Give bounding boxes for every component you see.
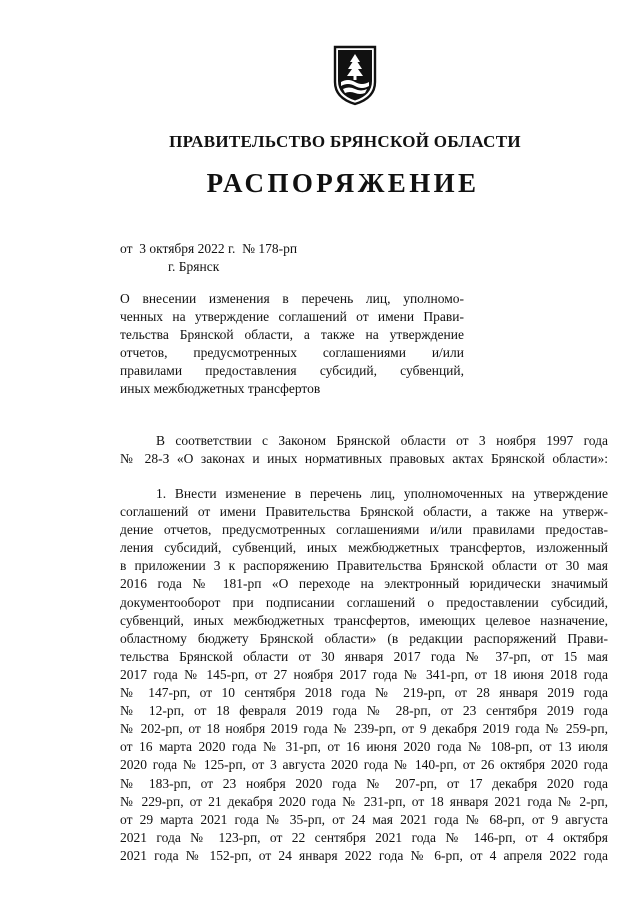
document-city: г. Брянск	[168, 259, 220, 274]
document-meta	[120, 240, 297, 276]
clause-line: соглашений от имени Правительства Брянской области, а также на утверж-	[120, 504, 608, 520]
clause-line: № 147-рп, от 10 сентября 2018 года № 219-рп, от 28 января 2019 года	[120, 685, 608, 701]
clause-1-paragraph	[120, 485, 608, 865]
clause-line: № 183-рп, от 23 ноября 2020 года № 207-рп, от 17 декабря 2020 года	[120, 775, 608, 791]
clause-line: ления субсидий, субвенций, иных межбюджетных трансфертов, изложенный	[120, 540, 608, 556]
preamble-line: № 28-З «О законах и иных нормативных правовых актах Брянской области»:	[120, 451, 608, 467]
subject-line: отчетов, предусмотренных соглашениями и/или	[120, 345, 464, 360]
preamble-line: В соответствии с Законом Брянской области от 3 ноября 1997 года	[156, 433, 608, 448]
clause-line: документооборот при подписании соглашений о предоставлении субсидий,	[120, 594, 608, 610]
clause-line: от 29 марта 2021 года № 35-рп, от 24 мая 2021 года № 68-рп, от 9 августа	[120, 811, 608, 827]
clause-line: 2017 года № 145-рп, от 27 ноября 2017 года № 341-рп, от 18 июня 2018 года	[120, 666, 608, 682]
preamble-paragraph	[120, 432, 608, 468]
clause-line: № 12-рп, от 18 февраля 2019 года № 28-рп, от 23 сентября 2019 года	[120, 703, 608, 719]
coat-of-arms-icon	[332, 44, 378, 106]
clause-line: дение отчетов, предусмотренных соглашениями и/или правилами предостав-	[120, 522, 608, 538]
document-type-title: РАСПОРЯЖЕНИЕ	[206, 168, 480, 198]
clause-line: от 16 марта 2020 года № 31-рп, от 16 июня 2020 года № 108-рп, от 13 июля	[120, 739, 608, 755]
subject-line: иных межбюджетных трансфертов	[120, 381, 321, 396]
clause-line: тельства Брянской области от 30 января 2017 года № 37-рп, от 15 мая	[120, 648, 608, 664]
clause-line: 2021 года № 152-рп, от 24 января 2022 года № 6-рп, от 4 апреля 2022 года	[120, 847, 608, 863]
clause-line: 2021 года № 123-рп, от 22 сентября 2021 года № 146-рп, от 4 октября	[120, 829, 608, 845]
clause-line: 1. Внести изменение в перечень лиц, уполномоченных на утверждение	[156, 486, 608, 501]
document-date-number: от 3 октября 2022 г. № 178-рп	[120, 241, 298, 256]
subject-line: О внесении изменения в перечень лиц, уполномо-	[120, 291, 464, 306]
clause-line: 2020 года № 125-рп, от 3 августа 2020 года № 140-рп, от 26 октября 2020 года	[120, 757, 608, 773]
clause-line: 2016 года № 181-рп «О переходе на электронный юридически значимый	[120, 576, 608, 592]
clause-line: областному бюджету Брянской области» (в редакции распоряжений Прави-	[120, 630, 608, 646]
government-name: ПРАВИТЕЛЬСТВО БРЯНСКОЙ ОБЛАСТИ	[169, 132, 521, 151]
subject-line: правилами предоставления субсидий, субвенций,	[120, 363, 464, 378]
document-subject	[120, 290, 464, 398]
clause-line: № 202-рп, от 18 ноября 2019 года № 239-рп, от 9 декабря 2019 года № 259-рп,	[120, 721, 608, 737]
subject-line: тельства Брянской области, а также на утверждение	[120, 327, 464, 342]
clause-line: № 229-рп, от 21 декабря 2020 года № 231-рп, от 18 января 2021 года № 2-рп,	[120, 793, 608, 809]
clause-line: субвенций, иных межбюджетных трансфертов, имеющих целевое назначение,	[120, 612, 608, 628]
clause-line: в приложении 3 к распоряжению Правительства Брянской области от 30 мая	[120, 558, 608, 574]
subject-line: ченных на утверждение соглашений от имени Прави-	[120, 309, 464, 324]
